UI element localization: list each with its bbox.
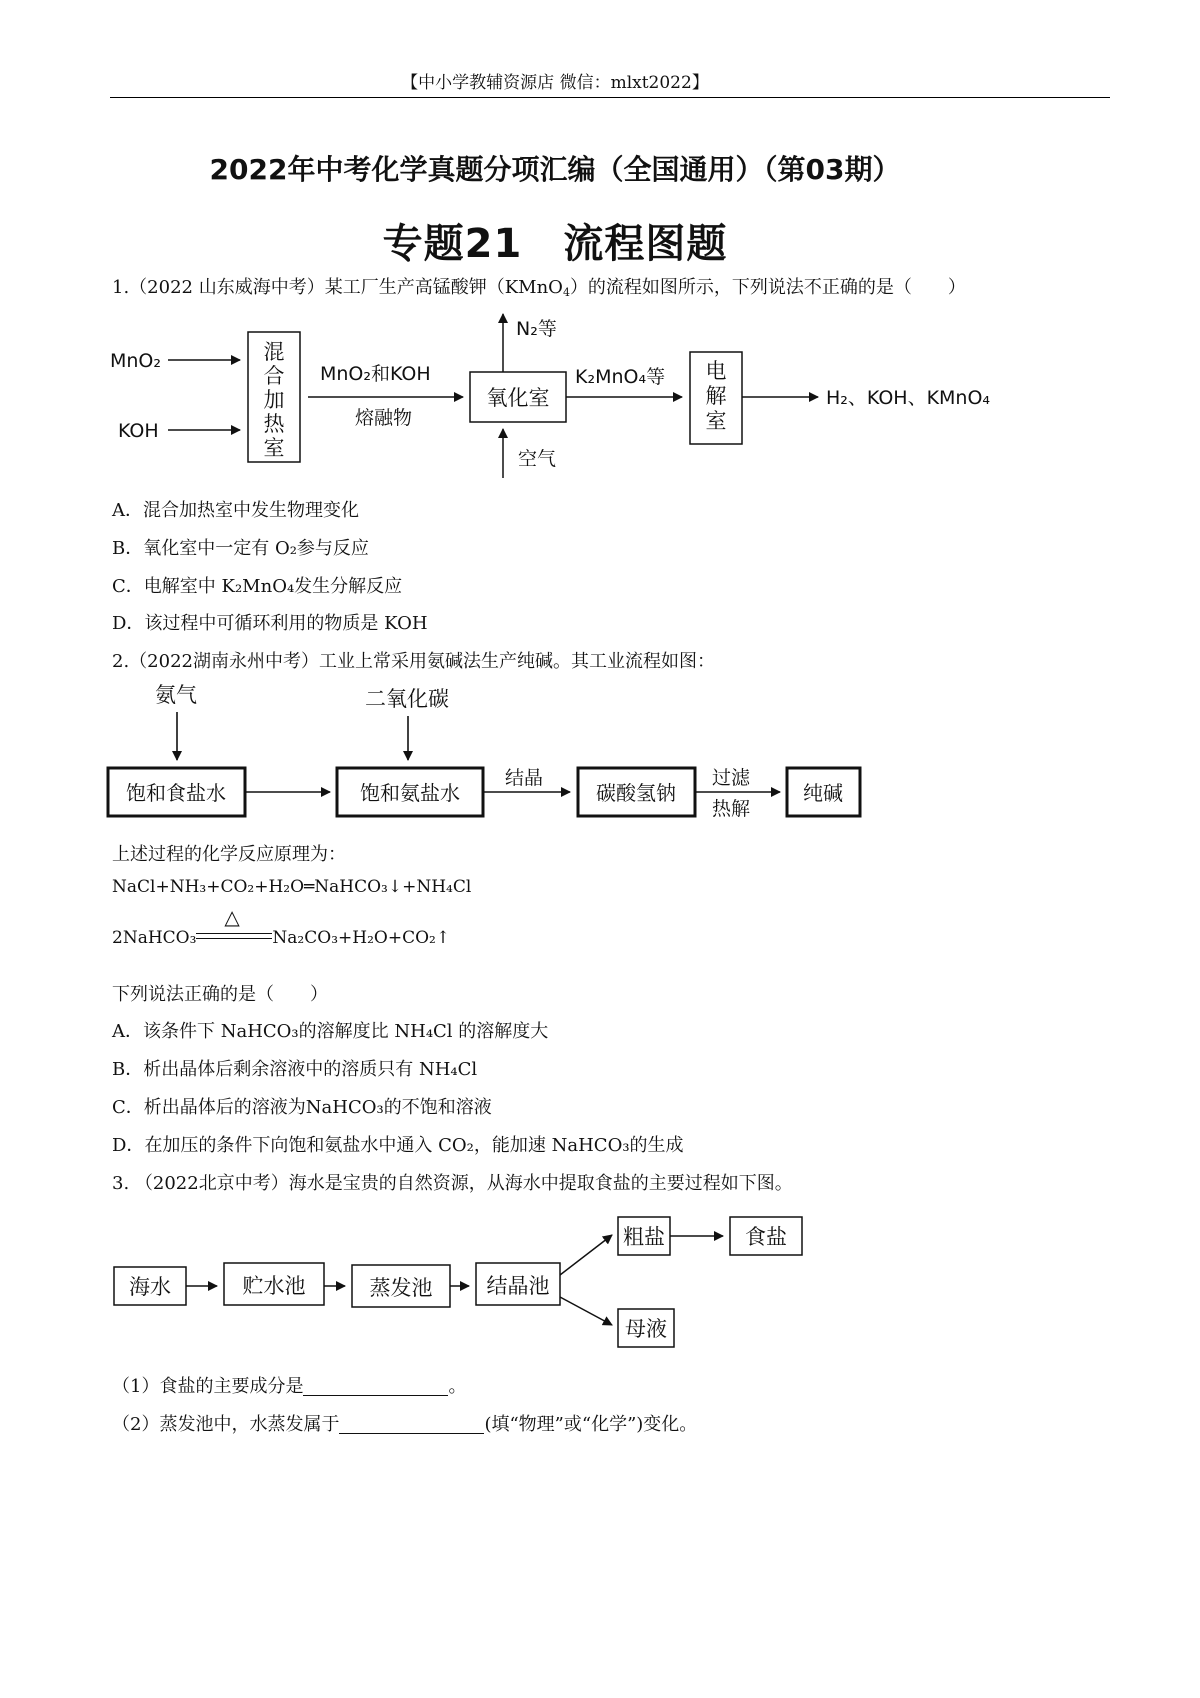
q2-equation-1: NaCl+NH₃+CO₂+H₂O═NaHCO₃↓+NH₄Cl xyxy=(112,877,472,897)
q3-flow-diagram xyxy=(0,1205,1200,1365)
q3-sub2: （2）蒸发池中，水蒸发属于 (填“物理”或“化学”)变化。 xyxy=(112,1414,698,1435)
q3-arrow-to-crude-salt xyxy=(560,1235,612,1275)
q1-arrow2-top-label: K₂MnO₄等 xyxy=(575,366,666,388)
q1-box1-char: 室 xyxy=(263,436,285,460)
q1-input-koh: KOH xyxy=(118,420,159,442)
q2-stem: 2.（2022湖南永州中考）工业上常采用氨碱法生产纯碱。其工业流程如图： xyxy=(112,651,715,672)
q1-flow-diagram xyxy=(0,300,1200,490)
q3-b2-label: 贮水池 xyxy=(242,1274,306,1298)
q1-option-a: A．混合加热室中发生物理变化 xyxy=(112,500,359,521)
q2-option-a: A．该条件下 NaHCO₃的溶解度比 NH₄Cl 的溶解度大 xyxy=(112,1021,549,1042)
q1-down-in-label: 空气 xyxy=(518,448,557,470)
q2-top2-label: 二氧化碳 xyxy=(365,687,449,711)
q2-equation-2 xyxy=(112,905,451,948)
q1-box1-char: 混 xyxy=(263,340,285,364)
q2-box3-label: 碳酸氢钠 xyxy=(596,781,676,805)
q3-b3-label: 蒸发池 xyxy=(369,1276,433,1300)
q2-arrow2-top-label: 过滤 xyxy=(712,767,751,789)
q1-box2-label: 氧化室 xyxy=(486,386,550,410)
answer-blank-2[interactable] xyxy=(339,1415,484,1434)
q2-flow-diagram xyxy=(0,676,1200,832)
q2-option-d: D．在加压的条件下向饱和氨盐水中通入 CO₂，能加速 NaHCO₃的生成 xyxy=(112,1135,684,1156)
q1-box3-char: 电 xyxy=(705,359,727,383)
q3-stem: 3. （2022北京中考）海水是宝贵的自然资源，从海水中提取食盐的主要过程如下图。 xyxy=(112,1173,793,1194)
q2-ask: 下列说法正确的是（ ） xyxy=(112,984,328,1005)
topic-title: 专题21 流程图题 xyxy=(382,221,728,267)
q2-eq2-condition xyxy=(196,905,272,945)
q2-principle: 上述过程的化学反应原理为： xyxy=(112,844,346,865)
q1-stem: 1.（2022 山东威海中考）某工厂生产高锰酸钾（KMnO$_4$）的流程如图所示，下列说法不正确的是（ ） xyxy=(112,277,966,299)
q2-eq2-right: Na₂CO₃+H₂O+CO₂↑ xyxy=(272,928,451,948)
q2-option-c: C．析出晶体后的溶液为NaHCO₃的不饱和溶液 xyxy=(112,1097,492,1118)
q1-arrow1-top-label: MnO₂和KOH xyxy=(320,363,431,385)
q3-b4-label: 结晶池 xyxy=(486,1274,550,1298)
document-title: 2022年中考化学真题分项汇编（全国通用）（第03期） xyxy=(209,153,901,186)
answer-blank-1[interactable] xyxy=(303,1377,448,1396)
q2-top1-label: 氨气 xyxy=(155,683,197,707)
q1-box1-char: 加 xyxy=(263,388,285,412)
q1-output-label: H₂、KOH、KMnO₄ xyxy=(826,387,991,409)
q2-arrow-label: 结晶 xyxy=(505,767,544,789)
page-header: 【中小学教辅资源店 微信：mlxt2022】 xyxy=(401,73,709,93)
q1-input-mno2: MnO₂ xyxy=(110,350,162,372)
q1-box1-char: 合 xyxy=(263,364,285,388)
q2-eq2-left: 2NaHCO₃ xyxy=(112,928,197,948)
q1-option-b: B．氧化室中一定有 O₂参与反应 xyxy=(112,538,369,559)
q2-box2-label: 饱和氨盐水 xyxy=(360,781,460,805)
q3-sub1: （1）食盐的主要成分是 。 xyxy=(112,1376,467,1397)
heat-symbol: △ xyxy=(224,905,240,929)
q1-option-d: D．该过程中可循环利用的物质是 KOH xyxy=(112,613,428,634)
q2-arrow2-bottom-label: 热解 xyxy=(712,798,751,820)
q2-option-b: B．析出晶体后剩余溶液中的溶质只有 NH₄Cl xyxy=(112,1059,478,1080)
q3-b7-label: 母液 xyxy=(625,1317,667,1341)
q1-option-c: C．电解室中 K₂MnO₄发生分解反应 xyxy=(112,576,403,597)
header-divider xyxy=(110,97,1110,98)
q2-box4-label: 纯碱 xyxy=(803,781,843,805)
q3-b6-label: 食盐 xyxy=(745,1225,787,1249)
q2-box1-label: 饱和食盐水 xyxy=(126,781,226,805)
q1-arrow1-bottom-label: 熔融物 xyxy=(355,407,413,429)
q1-box1-char: 热 xyxy=(263,412,285,436)
q1-box3-char: 室 xyxy=(705,409,727,433)
q1-up-out-label: N₂等 xyxy=(516,318,557,340)
q3-arrow-to-mother-liquor xyxy=(560,1297,612,1325)
q1-box3-char: 解 xyxy=(705,384,727,408)
q3-b5-label: 粗盐 xyxy=(623,1225,665,1249)
q3-b1-label: 海水 xyxy=(129,1275,171,1299)
